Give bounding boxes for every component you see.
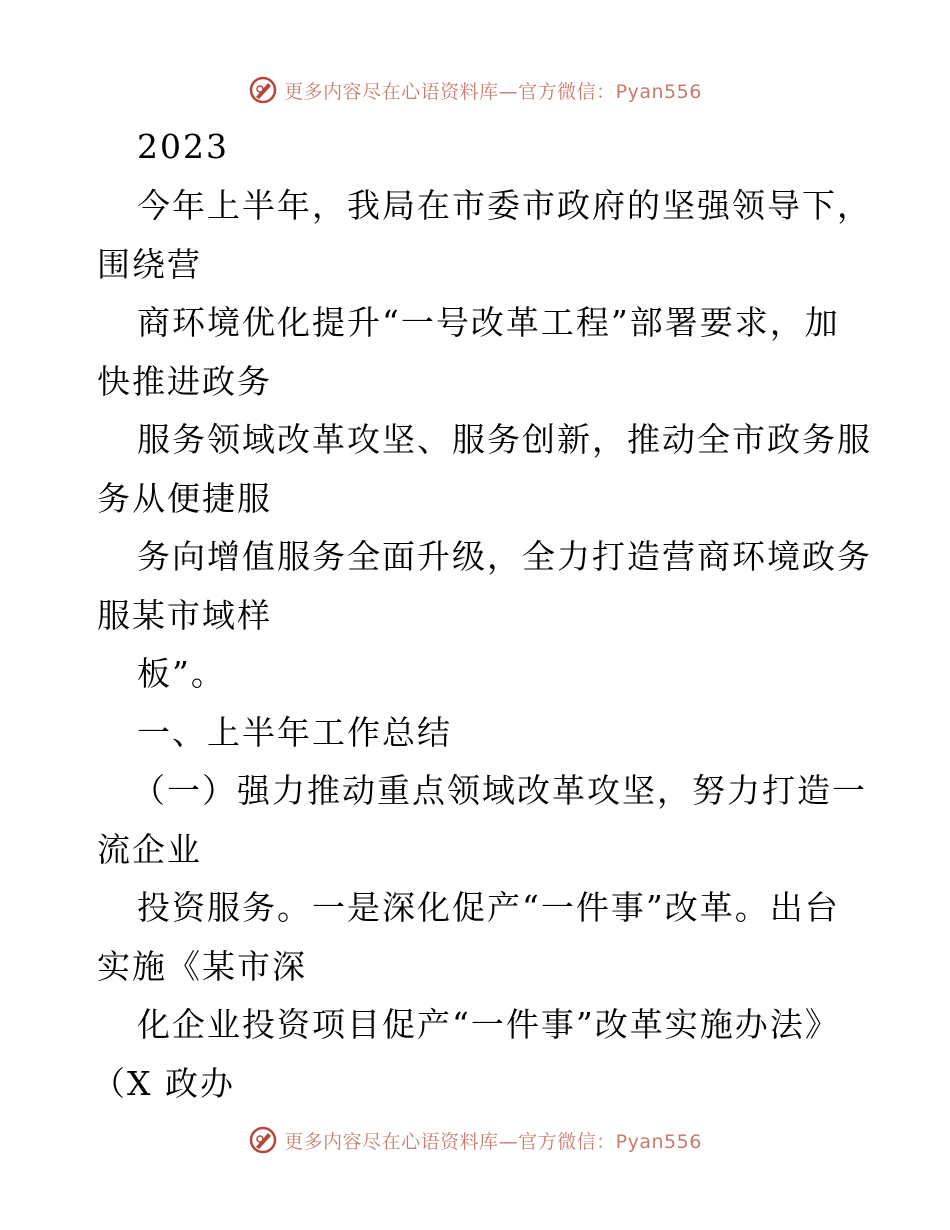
text-line: 化企业投资项目促产“一件事”改革实施办法》: [137, 1005, 840, 1044]
footer-watermark: [0, 1120, 950, 1160]
text-line: 快推进政务: [97, 362, 272, 401]
text-line: 服某市域样: [97, 596, 272, 635]
text-line: 商环境优化提升“一号改革工程”部署要求，加: [137, 303, 840, 342]
text-line: 务从便捷服: [97, 479, 272, 518]
text-line: （一）强力推动重点领域改革攻坚，努力打造一: [132, 771, 867, 810]
text-line: 2023: [137, 127, 229, 166]
logo-icon: [248, 75, 278, 105]
text-line: 围绕营: [97, 245, 202, 284]
text-line: 实施《某市深: [97, 947, 307, 986]
text-line: 投资服务。一是深化促产“一件事”改革。出台: [137, 888, 840, 927]
watermark-text: 更多内容尽在心语资料库—官方微信：Pyan556: [284, 80, 702, 103]
header-watermark: [0, 70, 950, 110]
text-line: 服务领域改革攻坚、服务创新，推动全市政务服: [137, 420, 872, 459]
text-line: 流企业: [97, 830, 202, 869]
text-line: 务向增值服务全面升级，全力打造营商环境政务: [137, 537, 872, 576]
text-line: 今年上半年，我局在市委市政府的坚强领导下，: [137, 186, 872, 225]
text-line: 板”。: [137, 654, 226, 693]
text-line: （X 政办: [92, 1064, 235, 1103]
logo-icon: [248, 1125, 278, 1155]
text-line: 一、上半年工作总结: [137, 713, 452, 752]
watermark-text: 更多内容尽在心语资料库—官方微信：Pyan556: [284, 1130, 702, 1153]
